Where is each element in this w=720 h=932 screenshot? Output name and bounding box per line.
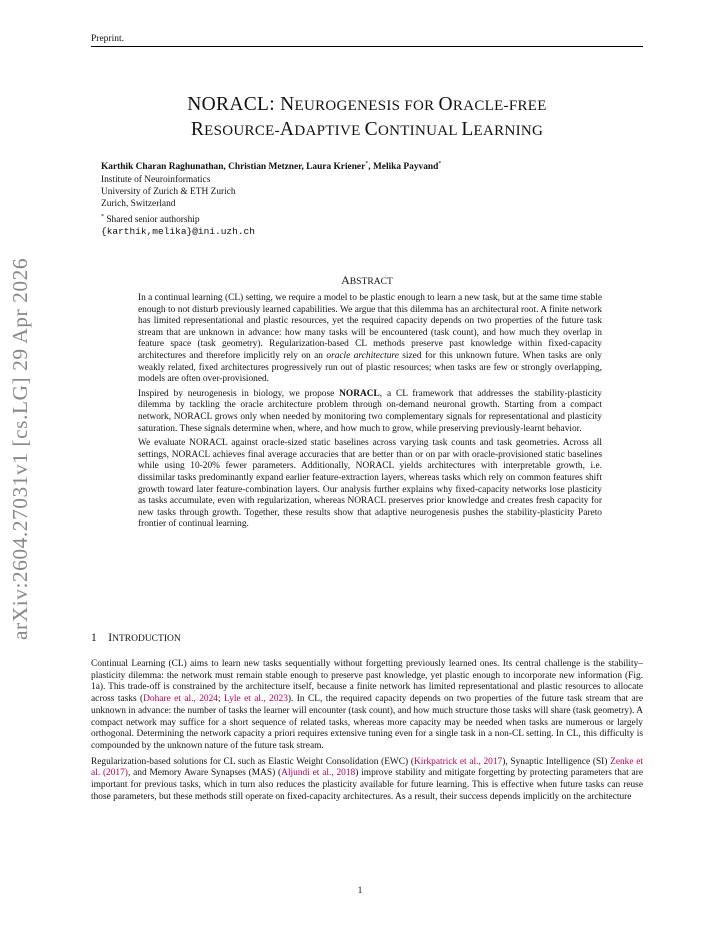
introduction-body <box>91 659 643 807</box>
paper-title-line-1: NORACL: NEUROGENESIS FOR ORACLE-FREE <box>187 94 547 115</box>
citation-link[interactable]: Lyle et al., 2023 <box>224 694 288 705</box>
abstract-heading: ABSTRACT <box>341 273 393 287</box>
citation-link[interactable]: (2017) <box>102 768 128 779</box>
running-header: Preprint. <box>91 34 124 44</box>
citation-link[interactable]: Dohare et al., 2024 <box>143 694 218 705</box>
author-names: Karthik Charan Raghunathan, Christian Metzner, Laura Kriener*, Melika Payvand* <box>101 161 442 173</box>
abstract-body <box>138 293 602 534</box>
header-rule <box>91 46 643 47</box>
intro-paragraph-1: Continual Learning (CL) aims to learn new tasks sequentially without forgetting previously learned ones. Its central challenge is the stability–plasticity dilemma: the network must remain stable enough to preserve past knowledge, yet plastic enough to incorporate new information (Fig. 1a). This trade-off is constrained by the architecture itself, because a finite network has limited representational and plastic resources to allocate across tasks (Dohare et al., 2024; Lyle et al., 2023). In CL, the required capacity depends on two properties of the future task stream that are unknown in advance: the number of tasks the learner will encounter (task count), and how much structure those tasks will share (task geometry). A compact network may suffice for a short sequence of related tasks, whereas more capacity may be needed when tasks are numerous or largely orthogonal. Determining the network capacity a priori requires extensive tuning even for a single task in a non-CL setting. In CL, this difficulty is compounded by the unknown nature of the future task stream. <box>91 659 643 751</box>
section-heading-introduction: 1 INTRODUCTION <box>91 632 181 644</box>
citation-link[interactable]: Aljundi et al., 2018 <box>281 768 356 779</box>
author-note: * Shared senior authorship <box>101 213 200 225</box>
intro-paragraph-2: Regularization-based solutions for CL such as Elastic Weight Consolidation (EWC) (Kirkpatrick et al., 2017), Synaptic Intelligence (SI) Zenke et al. (2017), and Memory Aware Synapses (MAS) (Aljundi et al., 2018) improve stability and mitigate forgetting by protecting parameters that are important for previous tasks, which in turn also reduces the plasticity available for future learning. This is effective when future tasks can reuse those parameters, but these methods still operate on fixed-capacity architectures. As a result, their success depends implicitly on the architecture <box>91 756 643 802</box>
affiliation: University of Zurich & ETH Zurich <box>101 186 236 197</box>
abstract-paragraph-1: In a continual learning (CL) setting, we require a model to be plastic enough to learn a new task, but at the same time stable enough to not disturb previously learned capabilities. We argue that this dilemma has an architectural root. A finite network has limited representational and plastic resources, yet the required capacity depends on two properties of the future task stream that are unknown in advance: how many tasks will be encountered (task count), and how much they overlap in feature space (task geometry). Regularization-based CL methods preserve past knowledge within fixed-capacity architectures and therefore implicitly rely on an oracle architecture sized for this unknown future. When tasks are only weakly related, fixed architectures progressively run out of plastic resources; when tasks are few or strongly overlapping, models are often over-provisioned. <box>138 293 602 385</box>
author-email[interactable]: {karthik,melika}@ini.uzh.ch <box>101 226 255 238</box>
affiliation: Institute of Neuroinformatics <box>101 174 211 185</box>
citation-link[interactable]: Kirkpatrick et al., 2017 <box>413 756 503 767</box>
paper-title-line-2: RESOURCE-ADAPTIVE CONTINUAL LEARNING <box>190 119 544 140</box>
affiliation: Zurich, Switzerland <box>101 199 176 210</box>
citation-link[interactable]: Zenke et al. <box>91 756 643 779</box>
abstract-paragraph-2: Inspired by neurogenesis in biology, we propose NORACL, a CL framework that addresses the stability-plasticity dilemma by tackling the oracle architecture problem through on-demand neuronal growth. Starting from a compact network, NORACL grows only when needed by monitoring two complementary signals for representational and plasticity saturation. These signals determine when, where, and how much to grow, while preserving previously-learnt behavior. <box>138 388 602 434</box>
page-number: 1 <box>357 886 363 896</box>
author-block <box>101 158 441 239</box>
abstract-paragraph-3: We evaluate NORACL against oracle-sized static baselines across varying task counts and task geometries. Across all settings, NORACL achieves final average accuracies that are better than or on par with oracle-provisioned static baselines while using 10-20% fewer parameters. Additionally, NORACL yields architectures with interpretable growth, i.e. dissimilar tasks predominantly expand earlier feature-extraction layers, whereas tasks which rely on common features shift growth toward later feature-combination layers. Our analysis further explains why fixed-capacity networks lose plasticity as tasks accumulate, even with regularization, whereas NORACL preserves prior knowledge and creates fresh capacity for new tasks through growth. Together, these results show that adaptive neurogenesis pushes the stability-plasticity Pareto frontier of continual learning. <box>138 438 602 530</box>
arxiv-identifier: arXiv:2604.27031v1 [cs.LG] 29 Apr 2026 <box>8 257 32 640</box>
